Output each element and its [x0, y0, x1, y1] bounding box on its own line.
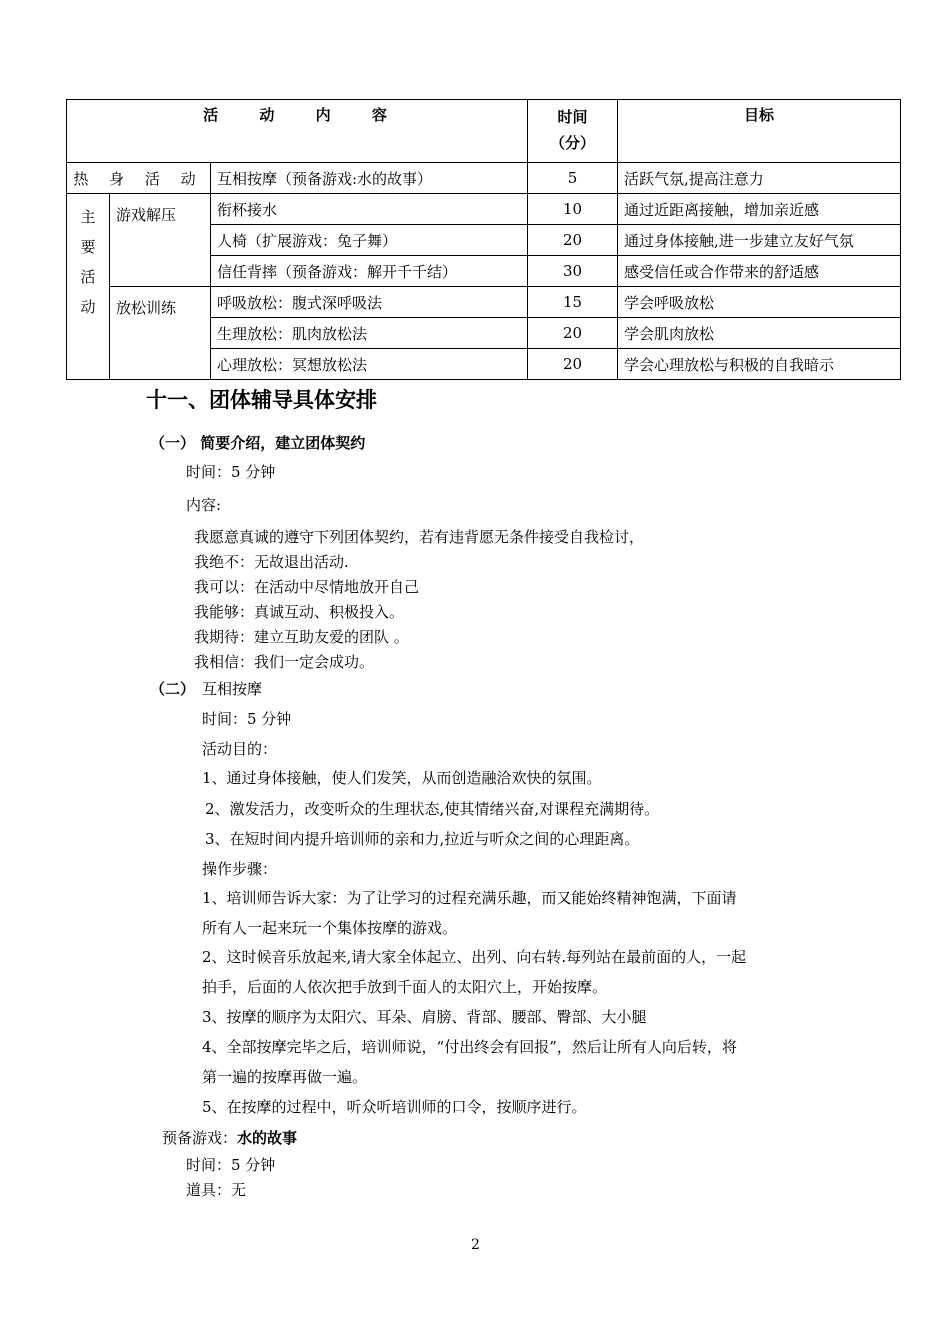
prep-label: 预备游戏： [162, 1129, 238, 1147]
cell-content: 呼吸放松：腹式深呼吸法 [211, 287, 528, 318]
part1-content-label: 内容: [186, 496, 222, 514]
purpose-item: 1、通过身体接触，使人们发笑，从而创造融洽欢快的氛围。 [202, 769, 602, 787]
contract-line: 我愿意真诚的遵守下列团体契约，若有违背愿无条件接受自我检讨， [194, 528, 645, 546]
cell-time: 20 [528, 349, 618, 380]
cell-time: 20 [528, 318, 618, 349]
cell-content: 信任背摔（预备游戏：解开千千结） [211, 256, 528, 287]
step-line: 2、这时候音乐放起来,请大家全体起立、出列、向右转.每列站在最前面的人，一起 [202, 948, 747, 966]
purpose-label: 活动目的： [202, 740, 278, 758]
cell-time: 10 [528, 194, 618, 225]
activity-plan-table [66, 99, 901, 380]
contract-line: 我可以：在活动中尽情地放开自己 [194, 578, 420, 596]
cell-goal: 活跃气氛,提高注意力 [618, 163, 901, 194]
contract-line: 我相信：我们一定会成功。 [194, 653, 375, 671]
cell-time: 30 [528, 256, 618, 287]
table-row [67, 287, 901, 318]
cell-content: 互相按摩（预备游戏:水的故事） [211, 163, 528, 194]
step-line: 1、培训师告诉大家：为了让学习的过程充满乐趣，而又能始终精神饱满，下面请 [202, 889, 737, 907]
contract-line: 我期待：建立互助友爱的团队 。 [194, 628, 409, 646]
header-goal: 目标 [618, 100, 901, 163]
cell-content: 衔杯接水 [211, 194, 528, 225]
part2-time: 时间：5 分钟 [202, 710, 292, 728]
part1-heading: （一） 简要介绍，建立团体契约 [150, 434, 366, 452]
prep-name: 水的故事 [237, 1129, 298, 1147]
cell-content: 生理放松：肌肉放松法 [211, 318, 528, 349]
cell-goal: 学会肌肉放松 [618, 318, 901, 349]
contract-line: 我能够：真诚互动、积极投入。 [194, 603, 405, 621]
step-line: 5、在按摩的过程中，听众听培训师的口令，按顺序进行。 [202, 1098, 587, 1116]
steps-label: 操作步骤： [202, 860, 278, 878]
table-row [67, 163, 901, 194]
group-relax-label: 放松训练 [110, 287, 211, 380]
main-activity-label: 主 要 活 动 [67, 194, 110, 380]
step-line: 所有人一起来玩一个集体按摩的游戏。 [202, 919, 458, 937]
part1-time: 时间：5 分钟 [186, 463, 276, 481]
cell-goal: 感受信任或合作带来的舒适感 [618, 256, 901, 287]
group-game-label: 游戏解压 [110, 194, 211, 287]
contract-line: 我绝不：无故退出活动. [194, 553, 349, 571]
cell-time: 20 [528, 225, 618, 256]
cell-goal: 学会呼吸放松 [618, 287, 901, 318]
step-line: 3、按摩的顺序为太阳穴、耳朵、肩膀、背部、腰部、臀部、大小腿 [202, 1008, 647, 1026]
part2-number: （二） [150, 680, 196, 698]
prep-props: 道具：无 [186, 1181, 247, 1199]
page-number: 2 [471, 1237, 480, 1253]
cell-time: 5 [528, 163, 618, 194]
cell-content: 人椅（扩展游戏：兔子舞） [211, 225, 528, 256]
cell-content: 心理放松：冥想放松法 [211, 349, 528, 380]
section-title: 十一、团体辅导具体安排 [146, 388, 377, 412]
prep-time: 时间：5 分钟 [186, 1156, 276, 1174]
cell-goal: 通过身体接触,进一步建立友好气氛 [618, 225, 901, 256]
warmup-label: 热 身 活 动 [67, 163, 211, 194]
cell-goal: 通过近距离接触，增加亲近感 [618, 194, 901, 225]
table-row [67, 194, 901, 225]
prep-game [162, 1128, 297, 1148]
step-line: 4、全部按摩完毕之后，培训师说，“付出终会有回报”，然后让所有人向后转，将 [202, 1038, 737, 1056]
step-line: 拍手，后面的人依次把手放到千面人的太阳穴上，开始按摩。 [202, 978, 608, 996]
header-time: 时间 （分） [528, 100, 618, 163]
part2-title: 互相按摩 [202, 680, 263, 698]
table-header-row [67, 100, 901, 163]
header-activity: 活 动 内 容 [67, 100, 528, 163]
cell-goal: 学会心理放松与积极的自我暗示 [618, 349, 901, 380]
step-line: 第一遍的按摩再做一遍。 [202, 1068, 368, 1086]
purpose-item: 2、激发活力，改变听众的生理状态,使其情绪兴奋,对课程充满期待。 [205, 800, 660, 818]
purpose-item: 3、在短时间内提升培训师的亲和力,拉近与听众之间的心理距离。 [205, 830, 640, 848]
cell-time: 15 [528, 287, 618, 318]
